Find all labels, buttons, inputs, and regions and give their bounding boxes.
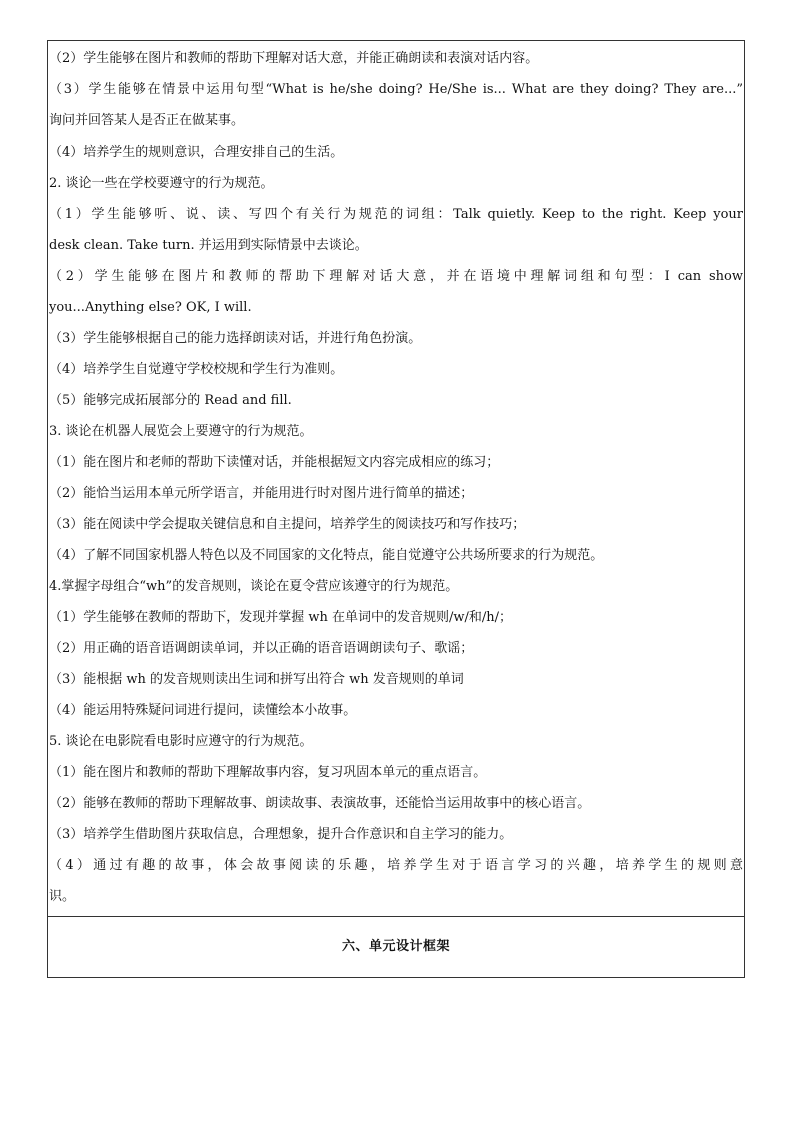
text-line: 3. 谈论在机器人展览会上要遵守的行为规范。 xyxy=(49,424,313,439)
objectives-cell xyxy=(48,41,744,916)
text-line: 5. 谈论在电影院看电影时应遵守的行为规范。 xyxy=(49,734,313,749)
section-heading: 六、单元设计框架 xyxy=(341,939,450,954)
text-line: desk clean. Take turn. 并运用到实际情景中去谈论。 xyxy=(49,238,368,253)
text-line: （4）了解不同国家机器人特色以及不同国家的文化特点，能自觉遵守公共场所要求的行为规范。 xyxy=(49,548,604,563)
text-line: （3）能根据 wh 的发音规则读出生词和拼写出符合 wh 发音规则的单词 xyxy=(49,672,464,687)
text-line: （2）学生能够在图片和教师的帮助下理解对话大意，并在语境中理解词组和句型：I can show xyxy=(49,269,743,284)
text-line: （1）能在图片和教师的帮助下理解故事内容，复习巩固本单元的重点语言。 xyxy=(49,765,487,780)
text-line: 4.掌握字母组合“wh”的发音规则，谈论在夏令营应该遵守的行为规范。 xyxy=(49,579,459,594)
text-line: you...Anything else? OK, I will. xyxy=(49,300,252,315)
document-table xyxy=(47,40,745,978)
text-line: （3）能在阅读中学会提取关键信息和自主提问，培养学生的阅读技巧和写作技巧； xyxy=(49,517,526,532)
text-line: 识。 xyxy=(49,889,76,904)
section-heading-cell xyxy=(48,917,744,977)
text-line: （4）培养学生的规则意识，合理安排自己的生活。 xyxy=(49,145,344,160)
text-line: （3）学生能够在情景中运用句型“What is he/she doing? He/She is... What are they doing? They are...” xyxy=(49,82,743,97)
text-line: （5）能够完成拓展部分的 Read and fill. xyxy=(49,393,292,408)
text-line: （2）能恰当运用本单元所学语言，并能用进行时对图片进行简单的描述； xyxy=(49,486,474,501)
text-line: 询问并回答某人是否正在做某事。 xyxy=(49,113,245,128)
text-line: （2）用正确的语音语调朗读单词，并以正确的语音语调朗读句子、歌谣； xyxy=(49,641,474,656)
text-line: （4）能运用特殊疑问词进行提问，读懂绘本小故事。 xyxy=(49,703,357,718)
text-line: （2）学生能够在图片和教师的帮助下理解对话大意，并能正确朗读和表演对话内容。 xyxy=(49,51,539,66)
text-line: （3）学生能够根据自己的能力选择朗读对话，并进行角色扮演。 xyxy=(49,331,422,346)
text-line: （1）学生能够听、说、读、写四个有关行为规范的词组：Talk quietly. Keep to the right. Keep your xyxy=(49,207,743,222)
text-line: 2. 谈论一些在学校要遵守的行为规范。 xyxy=(49,176,274,191)
text-line: （4）通过有趣的故事，体会故事阅读的乐趣，培养学生对于语言学习的兴趣，培养学生的规则意 xyxy=(49,858,743,873)
text-line: （3）培养学生借助图片获取信息，合理想象，提升合作意识和自主学习的能力。 xyxy=(49,827,513,842)
text-line: （1）能在图片和老师的帮助下读懂对话，并能根据短文内容完成相应的练习； xyxy=(49,455,500,470)
text-line: （4）培养学生自觉遵守学校校规和学生行为准则。 xyxy=(49,362,344,377)
text-line: （1）学生能够在教师的帮助下，发现并掌握 wh 在单词中的发音规则/w/和/h/； xyxy=(49,610,513,625)
text-line: （2）能够在教师的帮助下理解故事、朗读故事、表演故事，还能恰当运用故事中的核心语言。 xyxy=(49,796,591,811)
